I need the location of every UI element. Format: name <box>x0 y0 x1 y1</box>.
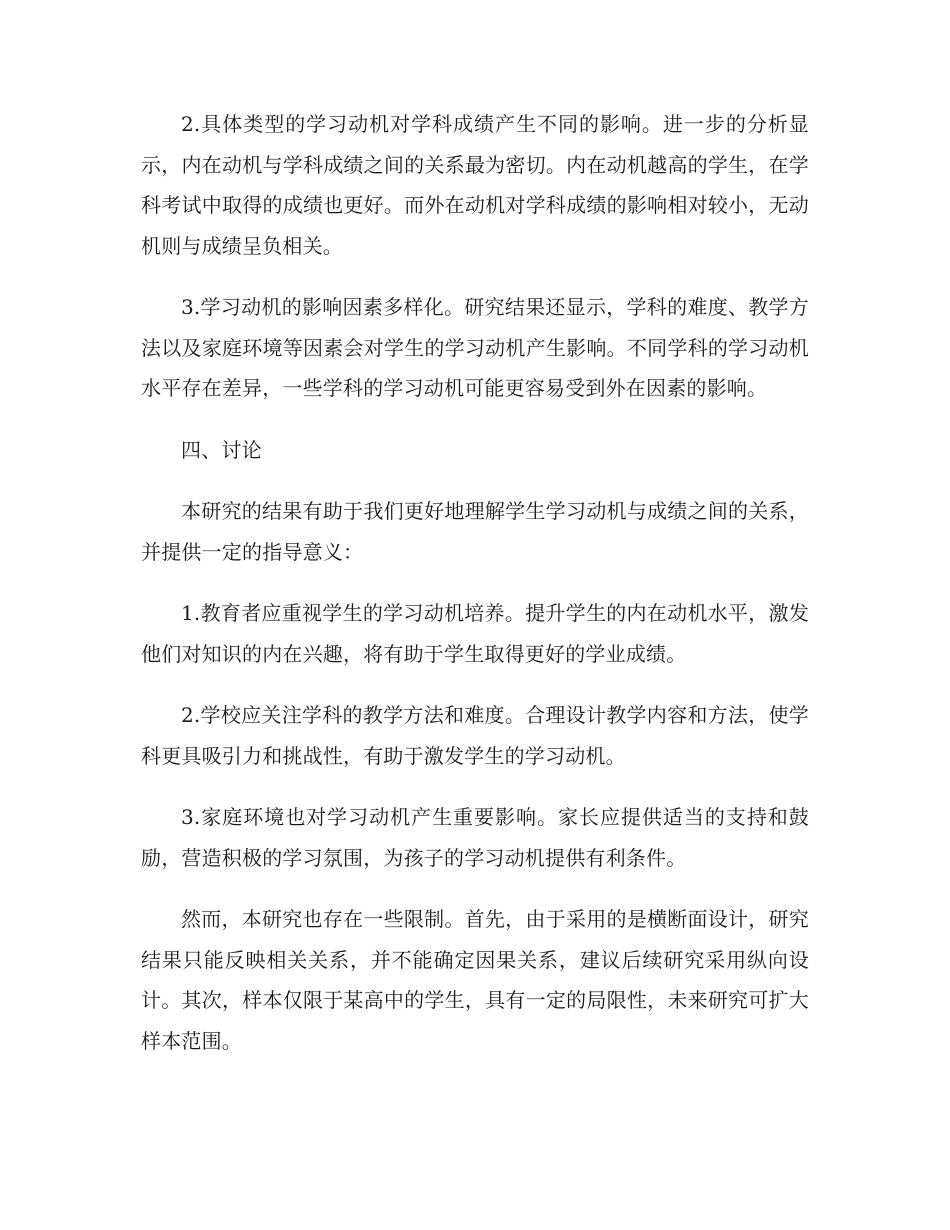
paragraph-discussion-2: 2.学校应关注学科的教学方法和难度。合理设计教学内容和方法，使学科更具吸引力和挑战性，有助于激发学生的学习动机。 <box>141 703 809 768</box>
paragraph-result-3: 3.学习动机的影响因素多样化。研究结果还显示，学科的难度、教学方法以及家庭环境等因素会对学生的学习动机产生影响。不同学科的学习动机水平存在差异，一些学科的学习动机可能更容易受到外在因素的影响。 <box>141 295 809 400</box>
paragraph-discussion-1: 1.教育者应重视学生的学习动机培养。提升学生的内在动机水平，激发他们对知识的内在兴趣，将有助于学生取得更好的学业成绩。 <box>141 601 809 666</box>
document-body <box>141 104 809 1082</box>
paragraph-limitations: 然而，本研究也存在一些限制。首先，由于采用的是横断面设计，研究结果只能反映相关关系，并不能确定因果关系，建议后续研究采用纵向设计。其次，样本仅限于某高中的学生，具有一定的局限性，未来研究可扩大样本范围。 <box>141 907 809 1053</box>
paragraph-result-2: 2.具体类型的学习动机对学科成绩产生不同的影响。进一步的分析显示，内在动机与学科成绩之间的关系最为密切。内在动机越高的学生，在学科考试中取得的成绩也更好。而外在动机对学科成绩的影响相对较小，无动机则与成绩呈负相关。 <box>141 112 809 258</box>
paragraph-discussion-intro: 本研究的结果有助于我们更好地理解学生学习动机与成绩之间的关系，并提供一定的指导意义： <box>141 499 809 564</box>
paragraph-discussion-3: 3.家庭环境也对学习动机产生重要影响。家长应提供适当的支持和鼓励，营造积极的学习氛围，为孩子的学习动机提供有利条件。 <box>141 805 809 870</box>
section-heading-discussion: 四、讨论 <box>181 437 262 462</box>
